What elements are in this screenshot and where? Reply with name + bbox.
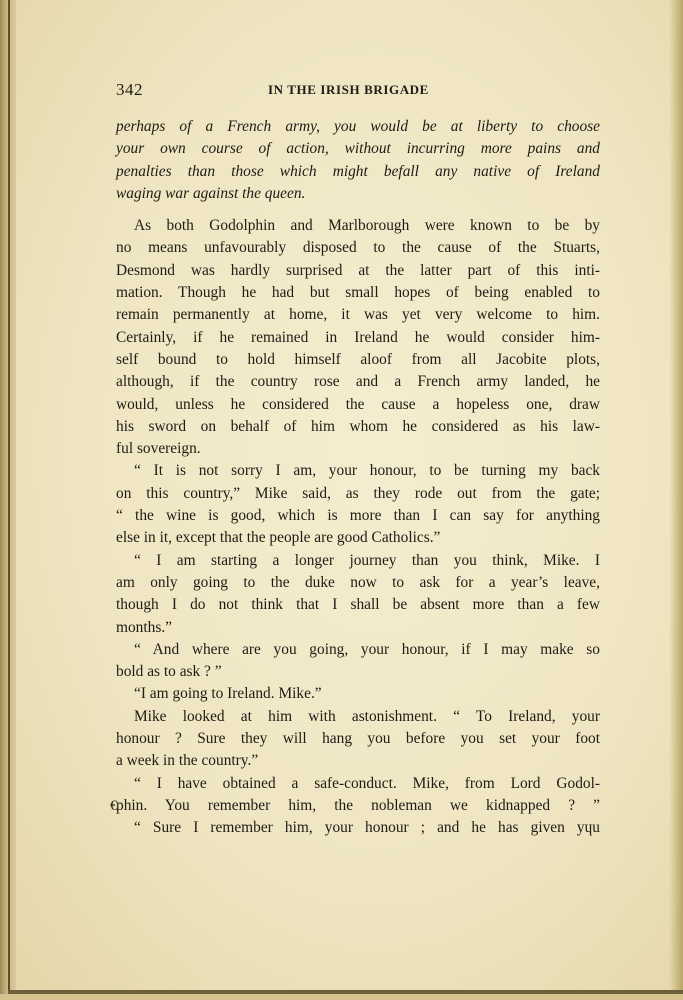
text-line: months.” <box>116 618 173 636</box>
running-head: IN THE IRISH BRIGADE <box>268 82 429 97</box>
text-line: “ I am starting a longer journey than you think, Mike. I <box>134 551 600 569</box>
text-line: Certainly, if he remained in Ireland he would consider him- <box>116 328 600 346</box>
text-line: though I do not think that I shall be absent more than a few <box>116 596 600 614</box>
page-number: 342 <box>116 80 143 99</box>
page-right-edge-shadow <box>669 0 683 1000</box>
paragraph-gap <box>116 205 600 215</box>
text-line: his sword on behalf of him whom he considered as his law- <box>116 417 600 435</box>
page-header <box>116 80 600 104</box>
text-line: perhaps of a French army, you would be at liberty to choose <box>116 118 600 135</box>
text-line: “ And where are you going, your honour, if I may make so <box>134 640 600 658</box>
text-line: mation. Though he had but small hopes of being enabled to <box>116 284 600 302</box>
page-bottom-edge <box>0 994 683 1000</box>
text-line: “ It is not sorry I am, your honour, to be turning my back <box>134 462 600 480</box>
text-line: “I am going to Ireland. Mike.” <box>134 685 322 703</box>
text-line: Mike looked at him with astonishment. “ To Ireland, your <box>134 707 600 725</box>
text-line: although, if the country rose and a French army landed, he <box>116 373 600 391</box>
text-line: your own course of action, without incurring more pains and <box>116 140 600 158</box>
text-line: waging war against the queen. <box>116 184 306 202</box>
text-line: would, unless he considered the cause a hopeless one, draw <box>116 395 600 413</box>
text-line: ful sovereign. <box>116 440 201 458</box>
text-line: no means unfavourably disposed to the cause of the Stuarts, <box>116 239 600 257</box>
text-line: self bound to hold himself aloof from all Jacobite plots, <box>116 350 600 368</box>
text-line: else in it, except that the people are good Catholics.” <box>116 529 441 547</box>
text-line: penalties than those which might befall any native of Ireland <box>116 162 600 180</box>
text-line: “ Sure I remember him, your honour ; and he has given yɥu <box>134 819 600 837</box>
text-line: As both Godolphin and Marlborough were known to be by <box>134 217 600 235</box>
binding-rule <box>8 0 10 998</box>
text-line: bold as to ask ? ” <box>116 663 222 681</box>
text-line: am only going to the duke now to ask for a year’s leave, <box>116 573 600 591</box>
margin-mark: € <box>110 798 118 814</box>
text-line: a week in the country.” <box>116 752 259 770</box>
text-line: phin. You remember him, the nobleman we kidnapped ? ” <box>116 796 600 814</box>
text-line: honour ? Sure they will hang you before you set your foot <box>116 730 600 748</box>
text-line: “ the wine is good, which is more than I can say for anything <box>116 507 600 525</box>
text-line: remain permanently at home, it was yet very welcome to him. <box>116 306 600 324</box>
text-line: on this country,” Mike said, as they rode out from the gate; <box>116 484 600 502</box>
body-text <box>116 116 600 840</box>
page-binding-edge <box>0 0 16 1000</box>
text-line: Desmond was hardly surprised at the latter part of this inti- <box>116 261 600 279</box>
text-line: “ I have obtained a safe-conduct. Mike, from Lord Godol- <box>134 774 600 792</box>
